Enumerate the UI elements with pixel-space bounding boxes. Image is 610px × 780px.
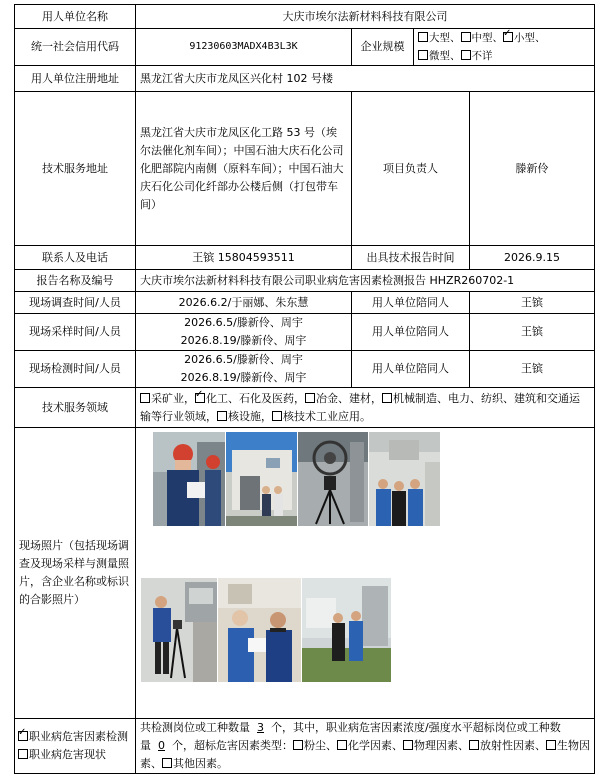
dust-checkbox[interactable] bbox=[293, 740, 303, 750]
service-field-label: 技术服务领域 bbox=[15, 388, 136, 428]
physical-factor-checkbox[interactable] bbox=[403, 740, 413, 750]
nuclear-tech-checkbox[interactable] bbox=[272, 411, 282, 421]
contact-label: 联系人及电话 bbox=[15, 246, 136, 270]
metallurgy-checkbox[interactable] bbox=[305, 393, 315, 403]
reg-address-label: 用人单位注册地址 bbox=[15, 66, 136, 92]
row-hazard-results bbox=[15, 719, 595, 774]
contact-value: 王镔 15804593511 bbox=[136, 246, 352, 270]
sampling-accompany-label: 用人单位陪同人 bbox=[352, 314, 470, 351]
field-option[interactable]: 机械制造、电力、纺织、建筑和交通运输等行业领域， bbox=[140, 391, 580, 423]
field-option[interactable]: 核设施， bbox=[217, 410, 272, 423]
site-photo-discussion bbox=[218, 578, 301, 682]
project-manager-label: 项目负责人 bbox=[352, 92, 470, 246]
hazard-type-option[interactable]: 粉尘、 bbox=[293, 739, 337, 752]
site-photo-building-group bbox=[226, 432, 297, 526]
size-option[interactable]: ✓ 小型、 bbox=[503, 32, 546, 44]
credit-code-label: 统一社会信用代码 bbox=[15, 29, 136, 66]
credit-code-value: 91230603MADX4B3L3K bbox=[136, 29, 352, 66]
hazard-summary: 共检测岗位或工种数量 3 个，其中，职业病危害因素浓度/强度水平超标岗位或工种数量 0 个，超标危害因素类型： 粉尘、 化学因素、 物理因素、 放射性因素、 生物因素、 其他因素。 bbox=[136, 719, 595, 774]
mining-checkbox[interactable] bbox=[140, 393, 150, 403]
row-report-name bbox=[15, 270, 595, 292]
row-survey bbox=[15, 292, 595, 314]
report-name-value: 大庆市埃尔法新材料科技有限公司职业病危害因素检测报告 HHZR260702-1 bbox=[136, 270, 595, 292]
biological-checkbox[interactable] bbox=[546, 740, 556, 750]
site-photo-survey-clipboard bbox=[153, 432, 225, 526]
survey-value: 2026.6.2/于丽娜、朱东慧 bbox=[136, 292, 352, 314]
exceed-count: 0 bbox=[158, 739, 165, 752]
size-medium-checkbox[interactable] bbox=[461, 32, 471, 42]
nuclear-facility-checkbox[interactable] bbox=[217, 411, 227, 421]
service-address-label: 技术服务地址 bbox=[15, 92, 136, 246]
site-photo-group-workers bbox=[369, 432, 440, 526]
row-sampling bbox=[15, 314, 595, 351]
survey-accompany-value: 王镔 bbox=[470, 292, 595, 314]
row-company-name bbox=[15, 5, 595, 29]
size-unknown-checkbox[interactable] bbox=[461, 50, 471, 60]
row-service-address bbox=[15, 92, 595, 246]
hazard-type-option[interactable]: 其他因素。 bbox=[162, 757, 228, 770]
hazard-type-option[interactable]: 物理因素、 bbox=[403, 739, 469, 752]
site-photos-label: 现场照片（包括现场调查及现场采样与测量照片，含企业名称或标识的合影照片） bbox=[15, 428, 136, 719]
report-name-label: 报告名称及编号 bbox=[15, 270, 136, 292]
service-address-value: 黑龙江省大庆市龙凤区化工路 53 号（埃尔法催化剂车间）；中国石油大庆石化公司化肥部院内南侧（原料车间）；中国石油大庆石化公司化纤部办公楼后侧（打包带车间） bbox=[136, 92, 352, 246]
testing-value: 2026.6.5/滕新伶、周宇 2026.8.19/滕新伶、周宇 bbox=[136, 351, 352, 388]
site-photos-cell bbox=[136, 428, 595, 719]
size-micro-checkbox[interactable] bbox=[418, 50, 428, 60]
field-option[interactable]: ✓ 化工、石化及医药， bbox=[195, 392, 305, 405]
enterprise-size-options bbox=[414, 29, 595, 66]
enterprise-size-label: 企业规模 bbox=[352, 29, 414, 66]
site-photo-sampling-equipment bbox=[298, 432, 368, 526]
survey-accompany-label: 用人单位陪同人 bbox=[352, 292, 470, 314]
row-site-photos bbox=[15, 428, 595, 719]
site-photo-indoor-measurement bbox=[141, 578, 217, 682]
service-info-table bbox=[14, 4, 595, 774]
row-reg-address bbox=[15, 66, 595, 92]
radiation-checkbox[interactable] bbox=[469, 740, 479, 750]
field-option[interactable]: 核技术工业应用。 bbox=[272, 410, 371, 423]
survey-label: 现场调查时间/人员 bbox=[15, 292, 136, 314]
size-option[interactable]: 微型、 bbox=[418, 50, 461, 62]
hazard-status-checkbox[interactable] bbox=[18, 749, 28, 759]
company-name-value: 大庆市埃尔法新材料科技有限公司 bbox=[136, 5, 595, 29]
testing-label: 现场检测时间/人员 bbox=[15, 351, 136, 388]
service-field-options bbox=[136, 388, 595, 428]
row-contact bbox=[15, 246, 595, 270]
size-small-checkbox[interactable] bbox=[503, 32, 513, 42]
field-option[interactable]: 采矿业， bbox=[140, 392, 195, 405]
size-option[interactable]: 大型、 bbox=[418, 32, 461, 44]
size-option[interactable]: 中型、 bbox=[461, 32, 504, 44]
size-large-checkbox[interactable] bbox=[418, 32, 428, 42]
chemical-factor-checkbox[interactable] bbox=[337, 740, 347, 750]
sampling-value: 2026.6.5/滕新伶、周宇 2026.8.19/滕新伶、周宇 bbox=[136, 314, 352, 351]
hazard-type-option[interactable]: 化学因素、 bbox=[337, 739, 403, 752]
size-option[interactable]: 不详 bbox=[461, 50, 493, 62]
sampling-accompany-value: 王镔 bbox=[470, 314, 595, 351]
hazard-detection-checkbox[interactable] bbox=[18, 731, 28, 741]
sampling-label: 现场采样时间/人员 bbox=[15, 314, 136, 351]
chemical-checkbox[interactable] bbox=[195, 393, 205, 403]
project-manager-value: 滕新伶 bbox=[470, 92, 595, 246]
row-service-field bbox=[15, 388, 595, 428]
row-testing bbox=[15, 351, 595, 388]
machinery-checkbox[interactable] bbox=[382, 393, 392, 403]
report-type-option[interactable]: ✓职业病危害因素检测 bbox=[18, 730, 128, 743]
testing-accompany-label: 用人单位陪同人 bbox=[352, 351, 470, 388]
report-date-label: 出具技术报告时间 bbox=[352, 246, 470, 270]
hazard-type-option[interactable]: 生物因素、 bbox=[140, 739, 590, 770]
reg-address-value: 黑龙江省大庆市龙凤区兴化村 102 号楼 bbox=[136, 66, 595, 92]
site-photo-outdoor-pair bbox=[302, 578, 391, 682]
report-date-value: 2026.9.15 bbox=[470, 246, 595, 270]
other-factor-checkbox[interactable] bbox=[162, 758, 172, 768]
hazard-type-option[interactable]: 放射性因素、 bbox=[469, 739, 546, 752]
post-count: 3 bbox=[257, 721, 264, 734]
report-type-options bbox=[15, 719, 136, 774]
photo-area bbox=[136, 428, 594, 718]
company-name-label: 用人单位名称 bbox=[15, 5, 136, 29]
row-credit-code bbox=[15, 29, 595, 66]
field-option[interactable]: 冶金、建材， bbox=[305, 392, 382, 405]
report-type-option[interactable]: 职业病危害现状 bbox=[18, 748, 106, 761]
testing-accompany-value: 王镔 bbox=[470, 351, 595, 388]
